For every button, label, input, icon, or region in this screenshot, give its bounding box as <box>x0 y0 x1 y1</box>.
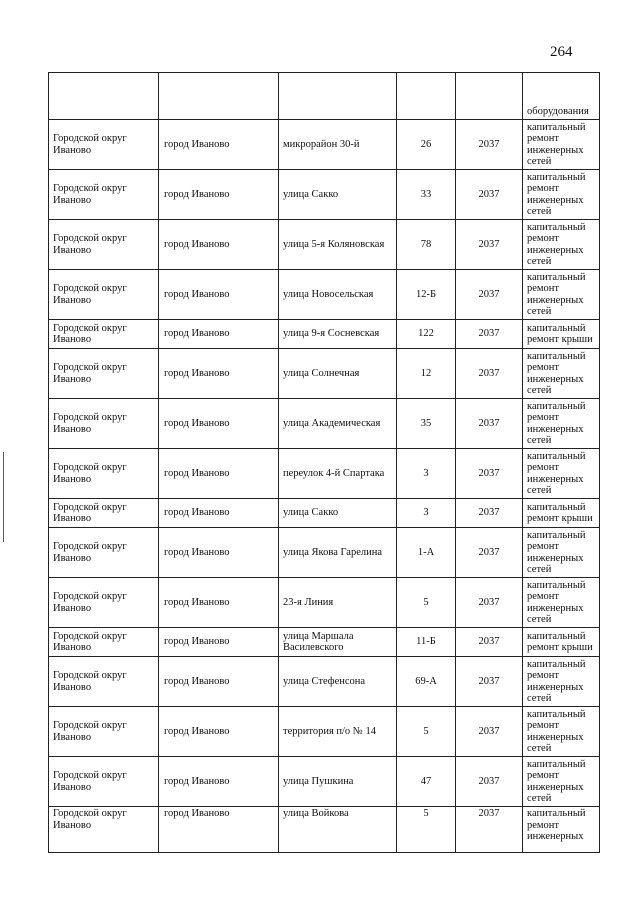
cell-city <box>159 73 279 120</box>
table-row <box>49 528 600 578</box>
table-row <box>49 578 600 628</box>
cell-year: 2037 <box>456 807 523 853</box>
cell-work: капитальный ремонт инженерных <box>523 807 600 853</box>
cell-year: 2037 <box>456 120 523 170</box>
cell-district: Городской округ Иваново <box>49 707 159 757</box>
cell-city: город Иваново <box>159 578 279 628</box>
cell-year: 2037 <box>456 657 523 707</box>
cell-house: 5 <box>397 578 456 628</box>
cell-street: 23-я Линия <box>279 578 397 628</box>
cell-house: 1-А <box>397 528 456 578</box>
table-row <box>49 757 600 807</box>
repair-schedule-table <box>48 72 600 853</box>
cell-work: капитальный ремонт инженерных сетей <box>523 170 600 220</box>
cell-year: 2037 <box>456 320 523 349</box>
table-row <box>49 349 600 399</box>
cell-street: улица Маршала Василевского <box>279 628 397 657</box>
cell-house: 26 <box>397 120 456 170</box>
margin-mark <box>3 452 4 542</box>
cell-district: Городской округ Иваново <box>49 399 159 449</box>
cell-year: 2037 <box>456 349 523 399</box>
cell-work: капитальный ремонт крыши <box>523 499 600 528</box>
cell-street: микрорайон 30-й <box>279 120 397 170</box>
cell-street: улица 5-я Коляновская <box>279 220 397 270</box>
cell-year: 2037 <box>456 628 523 657</box>
cell-city: город Иваново <box>159 707 279 757</box>
cell-district <box>49 73 159 120</box>
cell-house: 5 <box>397 707 456 757</box>
table-row <box>49 707 600 757</box>
cell-city: город Иваново <box>159 807 279 853</box>
cell-year: 2037 <box>456 528 523 578</box>
cell-district: Городской округ Иваново <box>49 657 159 707</box>
cell-city: город Иваново <box>159 170 279 220</box>
cell-city: город Иваново <box>159 757 279 807</box>
cell-work: капитальный ремонт инженерных сетей <box>523 349 600 399</box>
cell-district: Городской округ Иваново <box>49 528 159 578</box>
table-row <box>49 170 600 220</box>
table-row <box>49 220 600 270</box>
cell-work: капитальный ремонт крыши <box>523 628 600 657</box>
cell-house: 47 <box>397 757 456 807</box>
cell-city: город Иваново <box>159 349 279 399</box>
cell-year: 2037 <box>456 578 523 628</box>
cell-house: 3 <box>397 449 456 499</box>
cell-district: Городской округ Иваново <box>49 270 159 320</box>
table-row <box>49 499 600 528</box>
cell-city: город Иваново <box>159 449 279 499</box>
cell-street: улица 9-я Сосневская <box>279 320 397 349</box>
cell-house: 78 <box>397 220 456 270</box>
table-row <box>49 807 600 853</box>
table-body <box>49 73 600 853</box>
table-row <box>49 120 600 170</box>
document-table-wrapper <box>48 72 599 853</box>
cell-year: 2037 <box>456 399 523 449</box>
cell-street: улица Пушкина <box>279 757 397 807</box>
cell-district: Городской округ Иваново <box>49 220 159 270</box>
cell-district: Городской округ Иваново <box>49 120 159 170</box>
cell-work: капитальный ремонт инженерных сетей <box>523 707 600 757</box>
cell-work: капитальный ремонт инженерных сетей <box>523 528 600 578</box>
table-row <box>49 320 600 349</box>
cell-district: Городской округ Иваново <box>49 320 159 349</box>
cell-house: 11-Б <box>397 628 456 657</box>
cell-house: 122 <box>397 320 456 349</box>
cell-year: 2037 <box>456 449 523 499</box>
cell-city: город Иваново <box>159 628 279 657</box>
cell-street: улица Якова Гарелина <box>279 528 397 578</box>
cell-house: 5 <box>397 807 456 853</box>
cell-district: Городской округ Иваново <box>49 449 159 499</box>
cell-street: улица Академическая <box>279 399 397 449</box>
table-row <box>49 628 600 657</box>
cell-house <box>397 73 456 120</box>
cell-work: капитальный ремонт инженерных сетей <box>523 120 600 170</box>
cell-house: 33 <box>397 170 456 220</box>
table-row <box>49 399 600 449</box>
cell-city: город Иваново <box>159 220 279 270</box>
cell-city: город Иваново <box>159 120 279 170</box>
cell-house: 3 <box>397 499 456 528</box>
page-number: 264 <box>550 44 573 60</box>
cell-district: Городской округ Иваново <box>49 757 159 807</box>
cell-year: 2037 <box>456 270 523 320</box>
cell-district: Городской округ Иваново <box>49 170 159 220</box>
cell-house: 69-А <box>397 657 456 707</box>
cell-district: Городской округ Иваново <box>49 807 159 853</box>
cell-house: 12-Б <box>397 270 456 320</box>
cell-work: капитальный ремонт инженерных сетей <box>523 399 600 449</box>
cell-street: улица Сакко <box>279 499 397 528</box>
cell-work: капитальный ремонт крыши <box>523 320 600 349</box>
cell-work: капитальный ремонт инженерных сетей <box>523 578 600 628</box>
cell-work: капитальный ремонт инженерных сетей <box>523 657 600 707</box>
cell-district: Городской округ Иваново <box>49 628 159 657</box>
table-row-continuation <box>49 73 600 120</box>
cell-district: Городской округ Иваново <box>49 349 159 399</box>
cell-street: улица Новосельская <box>279 270 397 320</box>
cell-district: Городской округ Иваново <box>49 578 159 628</box>
cell-city: город Иваново <box>159 657 279 707</box>
cell-district: Городской округ Иваново <box>49 499 159 528</box>
cell-street: территория п/о № 14 <box>279 707 397 757</box>
cell-city: город Иваново <box>159 499 279 528</box>
cell-year: 2037 <box>456 220 523 270</box>
cell-year: 2037 <box>456 499 523 528</box>
cell-street: улица Солнечная <box>279 349 397 399</box>
cell-house: 35 <box>397 399 456 449</box>
cell-city: город Иваново <box>159 270 279 320</box>
cell-city: город Иваново <box>159 528 279 578</box>
cell-city: город Иваново <box>159 399 279 449</box>
cell-street: улица Войкова <box>279 807 397 853</box>
cell-work: оборудования <box>523 73 600 120</box>
cell-year: 2037 <box>456 170 523 220</box>
cell-work: капитальный ремонт инженерных сетей <box>523 757 600 807</box>
table-row <box>49 270 600 320</box>
cell-year: 2037 <box>456 707 523 757</box>
table-row <box>49 657 600 707</box>
cell-street <box>279 73 397 120</box>
cell-year <box>456 73 523 120</box>
cell-year: 2037 <box>456 757 523 807</box>
cell-work: капитальный ремонт инженерных сетей <box>523 270 600 320</box>
table-row <box>49 449 600 499</box>
cell-house: 12 <box>397 349 456 399</box>
cell-city: город Иваново <box>159 320 279 349</box>
cell-street: переулок 4-й Спартака <box>279 449 397 499</box>
cell-work: капитальный ремонт инженерных сетей <box>523 449 600 499</box>
cell-work: капитальный ремонт инженерных сетей <box>523 220 600 270</box>
cell-street: улица Стефенсона <box>279 657 397 707</box>
cell-street: улица Сакко <box>279 170 397 220</box>
